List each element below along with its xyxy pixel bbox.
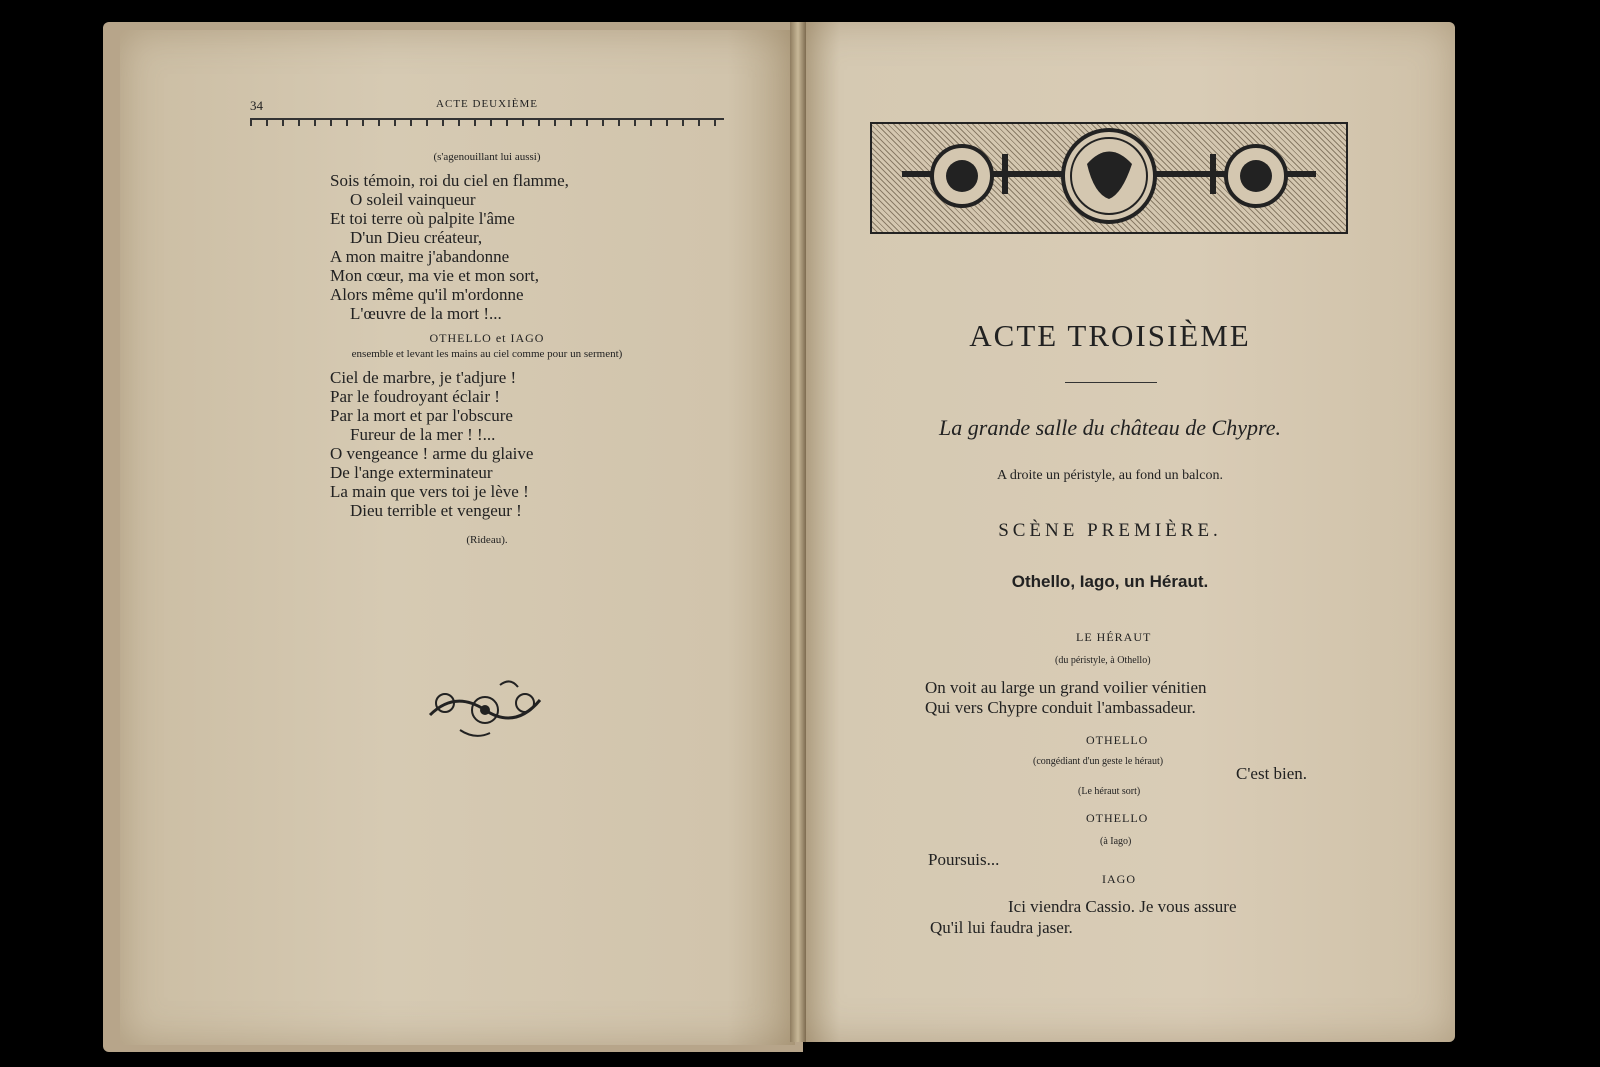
book-spine (790, 22, 806, 1042)
verse-line: O vengeance ! arme du glaive (330, 444, 534, 463)
verse-line: Qu'il lui faudra jaser. (930, 918, 1073, 937)
verse-line: A mon maitre j'abandonne (330, 247, 510, 266)
scene-heading: SCÈNE PREMIÈRE. (998, 520, 1222, 541)
stage-direction: ensemble et levant les mains au ciel comme pour un serment) (351, 348, 623, 360)
verse-line: Par le foudroyant éclair ! (330, 387, 500, 406)
decorative-banner (870, 122, 1348, 234)
divider (1065, 382, 1157, 383)
stage-direction: (Le héraut sort) (1078, 786, 1141, 797)
stanza-2 (330, 368, 724, 520)
character-name: IAGO (1102, 872, 1136, 886)
left-page-text (250, 145, 724, 554)
stage-direction: (s'agenouillant lui aussi) (433, 151, 541, 163)
heraldic-emblem-icon (872, 124, 1346, 232)
verse-line: De l'ange exterminateur (330, 463, 493, 482)
setting-description: A droite un péristyle, au fond un balcon. (997, 468, 1223, 483)
verse-line: C'est bien. (1236, 764, 1308, 783)
page-header (250, 98, 724, 118)
verse-line: On voit au large un grand voilier vénitien (925, 678, 1207, 697)
verse-line: O soleil vainqueur (350, 190, 476, 209)
ornamental-rule (250, 118, 724, 130)
stage-direction: (à Iago) (1100, 836, 1132, 847)
character-name: OTHELLO et IAGO (429, 331, 545, 345)
curtain-direction: (Rideau). (466, 534, 508, 546)
verse-line: Qui vers Chypre conduit l'ambassadeur. (925, 698, 1196, 717)
verse-line: Fureur de la mer ! !... (350, 425, 496, 444)
verse-line: Mon cœur, ma vie et mon sort, (330, 266, 539, 285)
stage-direction: (congédiant d'un geste le héraut) (1033, 756, 1164, 767)
running-head: ACTE DEUXIÈME (436, 98, 538, 110)
character-name: OTHELLO (1086, 811, 1149, 825)
stage-direction: (du péristyle, à Othello) (1055, 655, 1151, 666)
verse-line: Et toi terre où palpite l'âme (330, 209, 515, 228)
verse-line: Dieu terrible et vengeur ! (350, 501, 522, 520)
verse-line: Alors même qu'il m'ordonne (330, 285, 524, 304)
cast-list: Othello, Iago, un Héraut. (1011, 572, 1209, 591)
verse-line: Ciel de marbre, je t'adjure ! (330, 368, 517, 387)
character-name: OTHELLO (1086, 733, 1149, 747)
verse-line: L'œuvre de la mort !... (350, 304, 502, 323)
floral-fleuron-icon (420, 675, 550, 745)
act-title: ACTE TROISIÈME (969, 318, 1251, 353)
verse-line: Sois témoin, roi du ciel en flamme, (330, 171, 569, 190)
page-number: 34 (250, 98, 263, 113)
scene-setting: La grande salle du château de Chypre. (939, 415, 1281, 440)
verse-line: Ici viendra Cassio. Je vous assure (1008, 897, 1237, 916)
verse-line: D'un Dieu créateur, (350, 228, 483, 247)
stanza-1 (330, 171, 724, 323)
character-name: LE HÉRAUT (1076, 630, 1152, 644)
verse-line: Poursuis... (928, 850, 1000, 869)
verse-line: Par la mort et par l'obscure (330, 406, 513, 425)
verse-line: La main que vers toi je lève ! (330, 482, 529, 501)
